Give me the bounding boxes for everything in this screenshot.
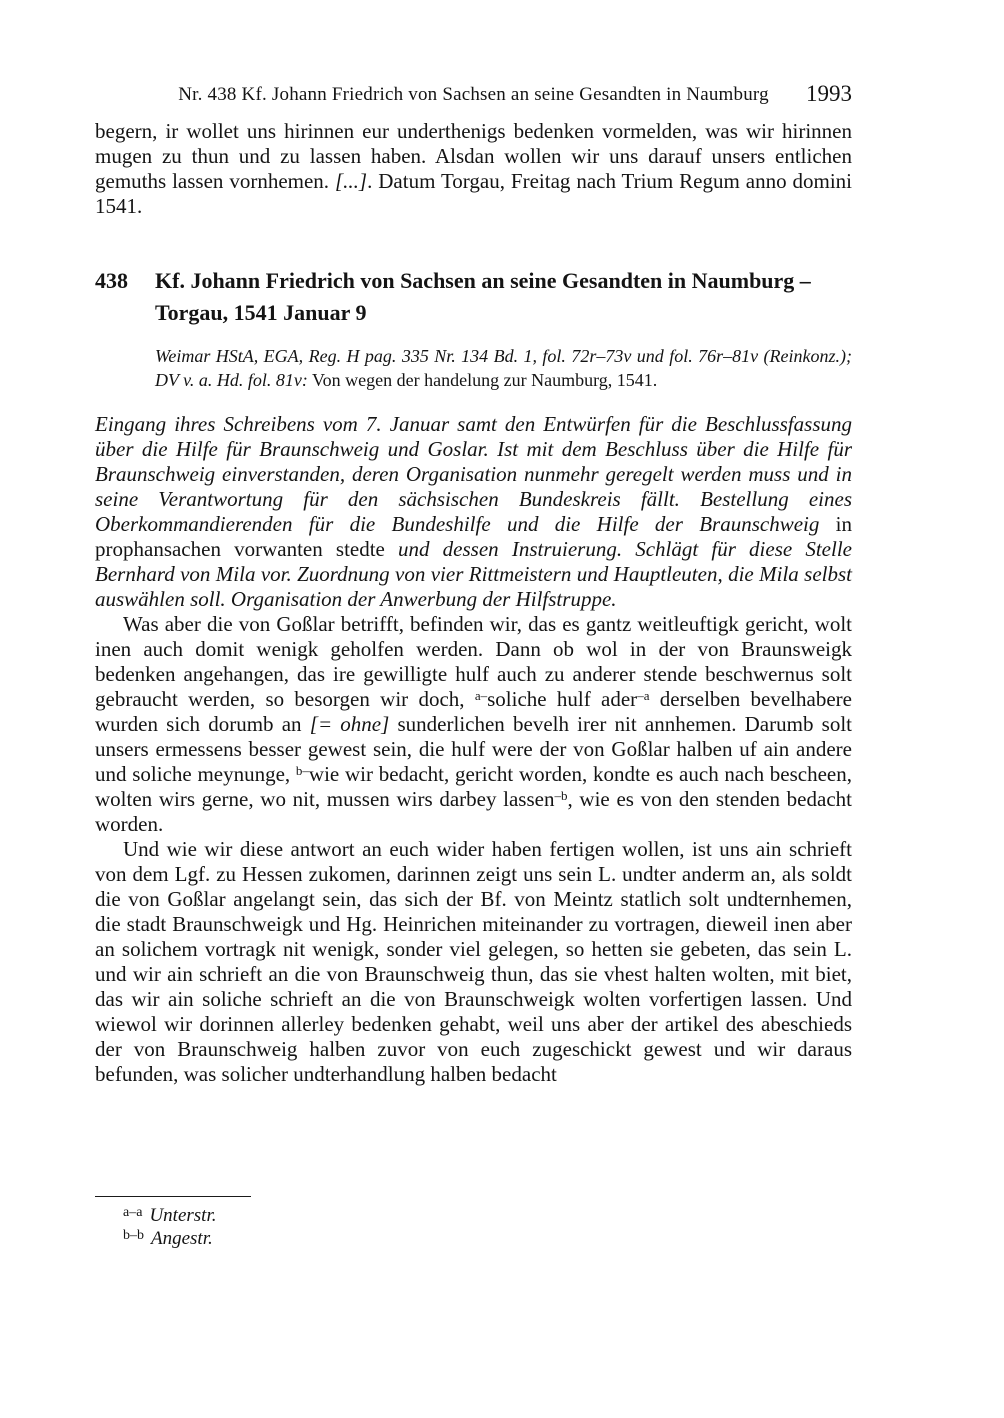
entry-number: 438 [95, 268, 128, 293]
footnote-marker: b–b [123, 1228, 144, 1243]
text-segment: [= ohne] [309, 712, 390, 736]
continuation-paragraph [95, 119, 852, 219]
text-segment: in prophansachen vorwanten stedte [95, 512, 852, 561]
text-segment: Was aber die von Goßlar betrifft, befinden wir, das es gantz weitleuftigk gericht, wolt inen auch domit wenigk geholfen werden. Dann ob wol in der von Braunsweigk bedenken angehangen, das ire gewilligte hulf auch zu anderer stende beschwernus solt gebraucht werden, so besorgen wir doch, [95, 612, 852, 711]
source-citation [155, 345, 852, 392]
text-segment: –a [637, 688, 650, 704]
text-column [95, 119, 852, 1087]
text-segment: Weimar HStA, EGA, Reg. H pag. 335 Nr. 134 Bd. 1, fol. 72r–73v und fol. 76r–81v (Reinkonz.); DV v. a. Hd. fol. 81v: [155, 346, 852, 390]
text-segment: sunderlichen bevelh irer nit annhemen. Darumb solt unsers ermessens besser gewest sein, die hulf were der von Goßlar halben uf ain andere und soliche meynunge, [95, 712, 852, 786]
body-paragraph-2 [95, 837, 852, 1087]
body-paragraph-1 [95, 612, 852, 837]
footnote-block [95, 1196, 852, 1250]
footnote-text: Angestr. [151, 1228, 213, 1249]
text-segment: Eingang ihres Schreibens vom 7. Januar samt den Entwürfen für die Beschlussfassung über die Hilfe für Braunschweig und Goslar. Ist mit dem Beschluss über die Hilfe für Braunschweig einverstanden, deren Organisation nunmehr geregelt werden muss und in seine Verantwortung für den sächsischen Bundeskreis fällt. Bestellung eines Oberkommandierenden für die Bundeshilfe und die Hilfe der Braunschweig [95, 412, 852, 536]
entry-title: Kf. Johann Friedrich von Sachsen an seine Gesandten in Naumburg – Torgau, 1541 Januar 9 [155, 268, 811, 325]
footnote-text: Unterstr. [149, 1205, 217, 1226]
text-segment: Und wie wir diese antwort an euch wider haben fertigen wollen, ist uns ain schrieft von dem Lgf. zu Hessen zukomen, darinnen zeigt uns sein L. undter anderm an, als soldt die von Goßlar angelangt sein, das sich der Bf. von Meintz statlich solt undternhemen, die stadt Braunschweigk und Hg. Heinrichen miteinander zu vortragen, dieweil inen aber an solichem vortragk nit wenigk, sonder viel gelegen, so hetten sie gebeten, das sein L. und wir ain schrieft an die von Braunschweig thun, das sie vhest halten wolten, mit biet, das wir ain soliche schrieft an die von Braunschweigk wolten vorfertigen lassen. Und wiewol wir dorinnen allerley bedenken gehabt, weil uns aber der artikel des abeschieds der von Braunschweig halben zuvor von euch zugeschickt gewest und wir daraus befunden, was solicher undterhandlung halben bedacht [95, 837, 852, 1086]
text-segment: , wie es von den stenden bedacht worden. [95, 787, 852, 836]
summary-paragraph [95, 412, 852, 612]
footnote-separator-rule [95, 1196, 251, 1197]
text-segment: Von wegen der handelung zur Naumburg, 1541. [307, 369, 658, 390]
text-segment: und dessen Instruierung. Schlägt für diese Stelle Bernhard von Mila vor. Zuordnung von vier Rittmeistern und Hauptleuten, die Mila selbst auswählen soll. Organisation der Anwerbung der Hilfstruppe. [95, 537, 852, 611]
footnote-b [123, 1227, 852, 1250]
text-segment: derselben bevelhabere wurden sich dorumb an [95, 687, 852, 736]
entry-heading [95, 265, 852, 329]
text-segment: . Datum Torgau, Freitag nach Trium Regum anno domini 1541. [95, 169, 852, 218]
text-segment: a– [474, 688, 488, 704]
text-segment: soliche hulf ader [487, 687, 638, 711]
footnote-a [123, 1204, 852, 1227]
text-segment: b– [295, 763, 309, 779]
running-header-title: Nr. 438 Kf. Johann Friedrich von Sachsen an seine Gesandten in Naumburg [178, 84, 769, 105]
running-header [95, 82, 852, 112]
text-segment: [...] [334, 169, 368, 193]
footnote-marker: a–a [123, 1205, 143, 1220]
page-number: 1993 [806, 81, 852, 106]
text-segment: –b [554, 788, 568, 804]
text-segment: begern, ir wollet uns hirinnen eur underthenigs bedenken vormelden, was wir hirinnen mugen zu thun und zu lassen haben. Alsdan wollen wir uns darauf unsers entlichen gemuths lassen vornhemen. [95, 119, 852, 193]
text-segment: wie wir bedacht, gericht worden, kondte es auch nach bescheen, wolten wirs gerne, wo nit, mussen wirs darbey lassen [95, 762, 853, 811]
